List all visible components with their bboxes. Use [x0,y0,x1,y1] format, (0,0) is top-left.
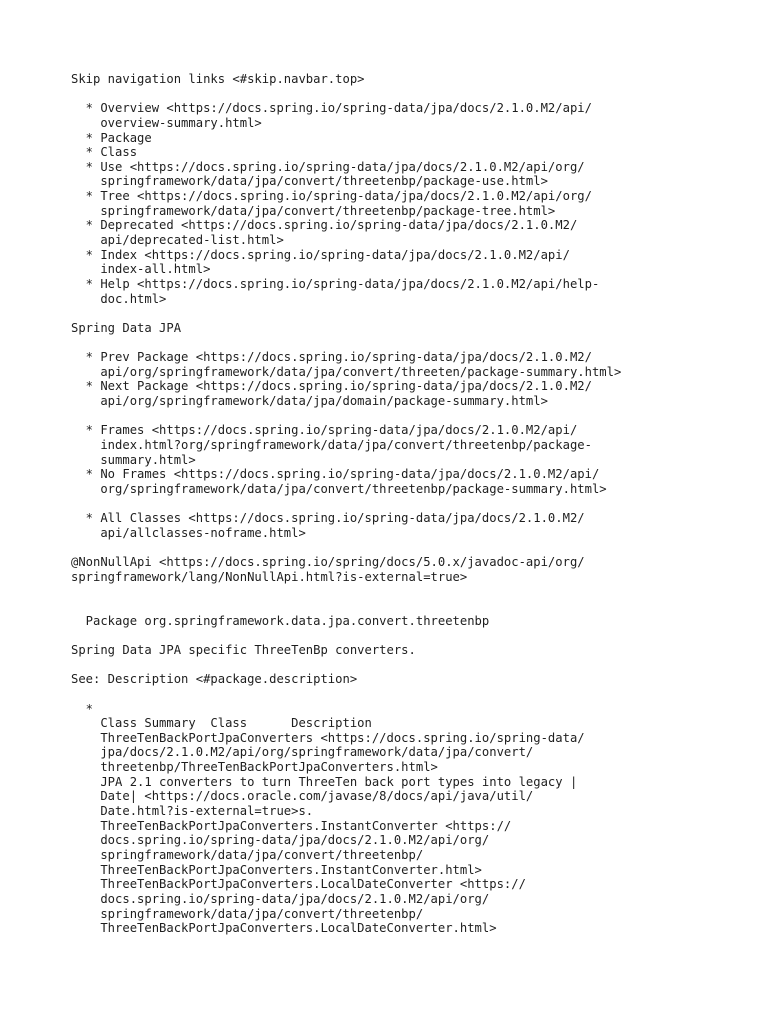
link-line[interactable]: * Frames <https://docs.spring.io/spring-data/jpa/docs/2.1.0.M2/api/ [71,423,578,438]
link-line[interactable]: api/allclasses-noframe.html> [71,525,306,540]
link-line[interactable]: * No Frames <https://docs.spring.io/spring-data/jpa/docs/2.1.0.M2/api/ [71,467,600,482]
link-line[interactable]: index-all.html> [71,262,211,277]
blank-line [71,409,621,424]
link-line[interactable]: api/deprecated-list.html> [71,233,284,248]
link-line[interactable]: * Help <https://docs.spring.io/spring-data/jpa/docs/2.1.0.M2/api/help- [71,276,600,291]
link-line[interactable]: overview-summary.html> [71,115,262,130]
link-line[interactable]: * Prev Package <https://docs.spring.io/spring-data/jpa/docs/2.1.0.M2/ [71,350,592,365]
link-line[interactable]: threetenbp/ThreeTenBackPortJpaConverters.html> [71,760,438,775]
blank-line [71,628,621,643]
link-line[interactable]: index.html?org/springframework/data/jpa/convert/threetenbp/package- [71,438,592,453]
link-line[interactable]: doc.html> [71,291,167,306]
link-line[interactable]: jpa/docs/2.1.0.M2/api/org/springframework/data/jpa/convert/ [71,745,534,760]
link-line[interactable]: * Tree <https://docs.spring.io/spring-data/jpa/docs/2.1.0.M2/api/org/ [71,189,592,204]
link-line[interactable]: * Index <https://docs.spring.io/spring-data/jpa/docs/2.1.0.M2/api/ [71,247,570,262]
text-line: * [71,701,94,716]
text-line: Package org.springframework.data.jpa.convert.threetenbp [71,613,490,628]
link-line[interactable]: ThreeTenBackPortJpaConverters.LocalDateConverter <https:// [71,877,526,892]
link-line[interactable]: springframework/data/jpa/convert/threetenbp/ [71,906,424,921]
link-line[interactable]: Skip navigation links <#skip.navbar.top> [71,72,365,86]
blank-line [71,658,621,673]
link-line[interactable]: @NonNullApi <https://docs.spring.io/spring/docs/5.0.x/javadoc-api/org/ [71,555,585,570]
blank-line [71,336,621,351]
blank-line [71,306,621,321]
blank-line [71,497,621,512]
link-line[interactable]: See: Description <#package.description> [71,672,358,687]
link-line[interactable]: * Deprecated <https://docs.spring.io/spring-data/jpa/docs/2.1.0.M2/ [71,218,578,233]
link-line[interactable]: ThreeTenBackPortJpaConverters <https://docs.spring.io/spring-data/ [71,730,585,745]
link-line[interactable]: springframework/data/jpa/convert/threetenbp/ [71,847,424,862]
blank-line [71,541,621,556]
text-line: Spring Data JPA [71,320,182,335]
document-text [71,72,621,936]
blank-line [71,87,621,102]
link-line[interactable]: ThreeTenBackPortJpaConverters.InstantConverter.html> [71,862,482,877]
link-line[interactable]: ThreeTenBackPortJpaConverters.InstantConverter <https:// [71,818,512,833]
link-line[interactable]: springframework/data/jpa/convert/threetenbp/package-tree.html> [71,203,556,218]
blank-line [71,599,621,614]
link-line[interactable]: * Overview <https://docs.spring.io/spring-data/jpa/docs/2.1.0.M2/api/ [71,101,592,116]
text-line: Class Summary Class Description [71,716,372,731]
link-line[interactable]: Date| <https://docs.oracle.com/javase/8/docs/api/java/util/ [71,789,534,804]
link-line[interactable]: summary.html> [71,452,196,467]
text-line: * Package [71,130,152,145]
blank-line [71,584,621,599]
text-line: Spring Data JPA specific ThreeTenBp converters. [71,642,416,657]
link-line[interactable]: api/org/springframework/data/jpa/convert/threeten/package-summary.html> [71,364,622,379]
link-line[interactable]: * All Classes <https://docs.spring.io/spring-data/jpa/docs/2.1.0.M2/ [71,511,585,526]
text-line: JPA 2.1 converters to turn ThreeTen back port types into legacy | [71,774,578,789]
blank-line [71,687,621,702]
link-line[interactable]: api/org/springframework/data/jpa/domain/package-summary.html> [71,394,548,409]
link-line[interactable]: Date.html?is-external=true>s. [71,804,314,819]
text-line: * Class [71,145,138,160]
link-line[interactable]: org/springframework/data/jpa/convert/threetenbp/package-summary.html> [71,481,607,496]
link-line[interactable]: docs.spring.io/spring-data/jpa/docs/2.1.0.M2/api/org/ [71,833,490,848]
link-line[interactable]: * Next Package <https://docs.spring.io/spring-data/jpa/docs/2.1.0.M2/ [71,379,592,394]
link-line[interactable]: * Use <https://docs.spring.io/spring-data/jpa/docs/2.1.0.M2/api/org/ [71,159,585,174]
link-line[interactable]: docs.spring.io/spring-data/jpa/docs/2.1.0.M2/api/org/ [71,891,490,906]
link-line[interactable]: springframework/lang/NonNullApi.html?is-external=true> [71,569,468,584]
link-line[interactable]: ThreeTenBackPortJpaConverters.LocalDateConverter.html> [71,921,497,936]
link-line[interactable]: springframework/data/jpa/convert/threetenbp/package-use.html> [71,174,548,189]
